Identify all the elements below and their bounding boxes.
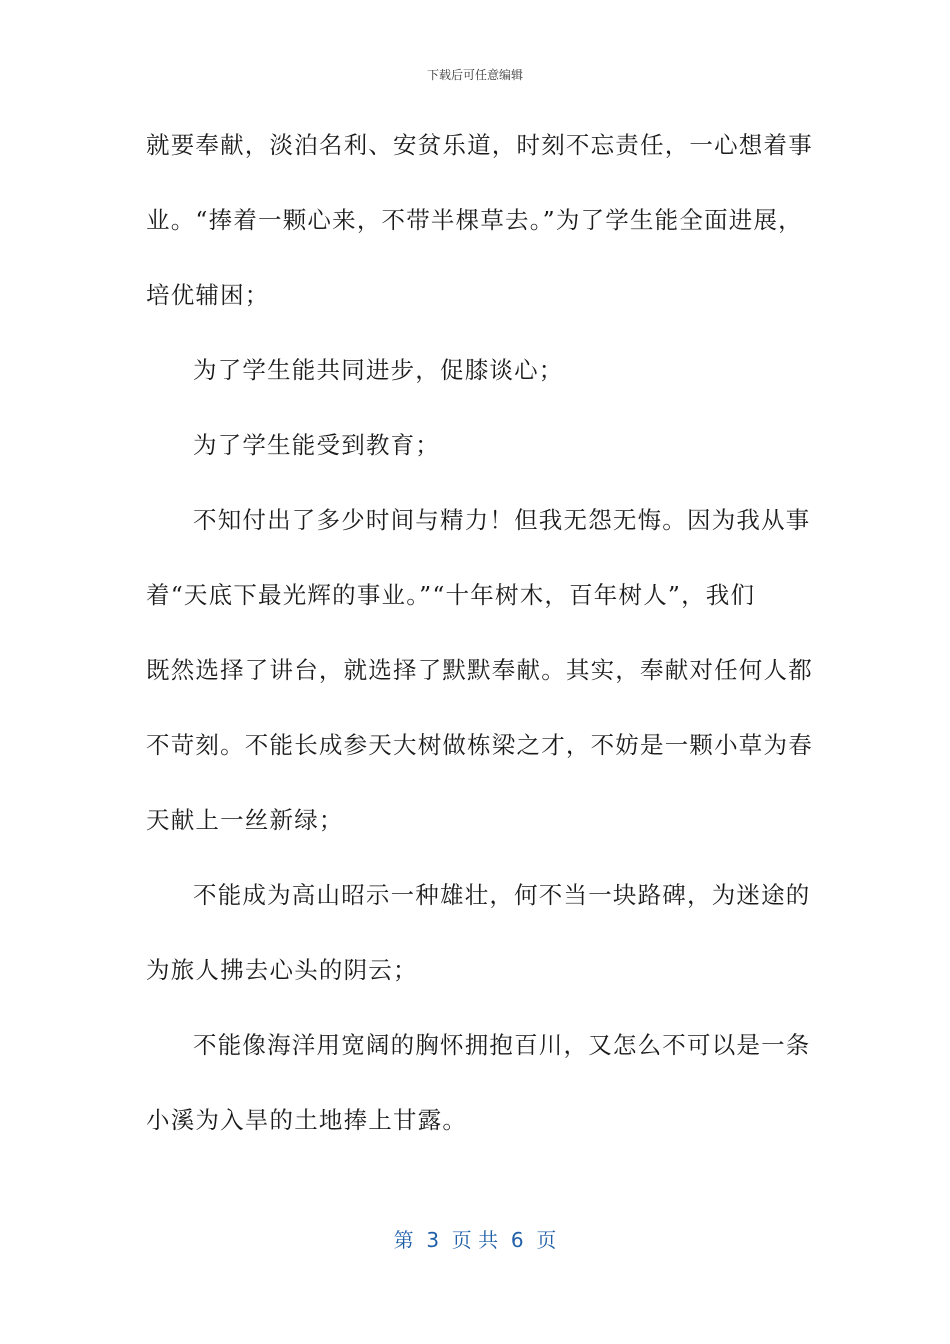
text-line-11: 不能成为高山昭示一种雄壮，何不当一块路碑，为迷途的 [193, 881, 811, 909]
text-line-14: 小溪为入旱的土地捧上甘露。 [146, 1106, 468, 1134]
text-line-7: 着“天底下最光辉的事业。”“十年树木，百年树人”，我们 [146, 581, 756, 609]
text-line-4: 为了学生能共同进步，促膝谈心； [193, 356, 564, 384]
page-number-footer: 第 3 页 共 6 页 [393, 1228, 557, 1252]
text-line-8: 既然选择了讲台，就选择了默默奉献。其实，奉献对任何人都 [146, 656, 813, 684]
text-line-5: 为了学生能受到教育； [193, 431, 440, 459]
document-body [146, 118, 813, 1168]
text-line-6: 不知付出了多少时间与精力！但我无怨无悔。因为我从事 [193, 506, 811, 534]
text-line-13: 不能像海洋用宽阔的胸怀拥抱百川，又怎么不可以是一条 [193, 1031, 811, 1059]
text-line-3: 培优辅困； [146, 281, 270, 309]
text-line-12: 为旅人拂去心头的阴云； [146, 956, 418, 984]
text-line-9: 不苛刻。不能长成参天大树做栋梁之才，不妨是一颗小草为春 [146, 731, 813, 759]
text-line-1: 就要奉献，淡泊名利、安贫乐道，时刻不忘责任，一心想着事 [146, 131, 813, 159]
text-line-2: 业。“捧着一颗心来，不带半棵草去。”为了学生能全面进展， [146, 206, 803, 234]
header-note: 下载后可任意编辑 [426, 68, 523, 82]
text-line-10: 天献上一丝新绿； [146, 806, 344, 834]
